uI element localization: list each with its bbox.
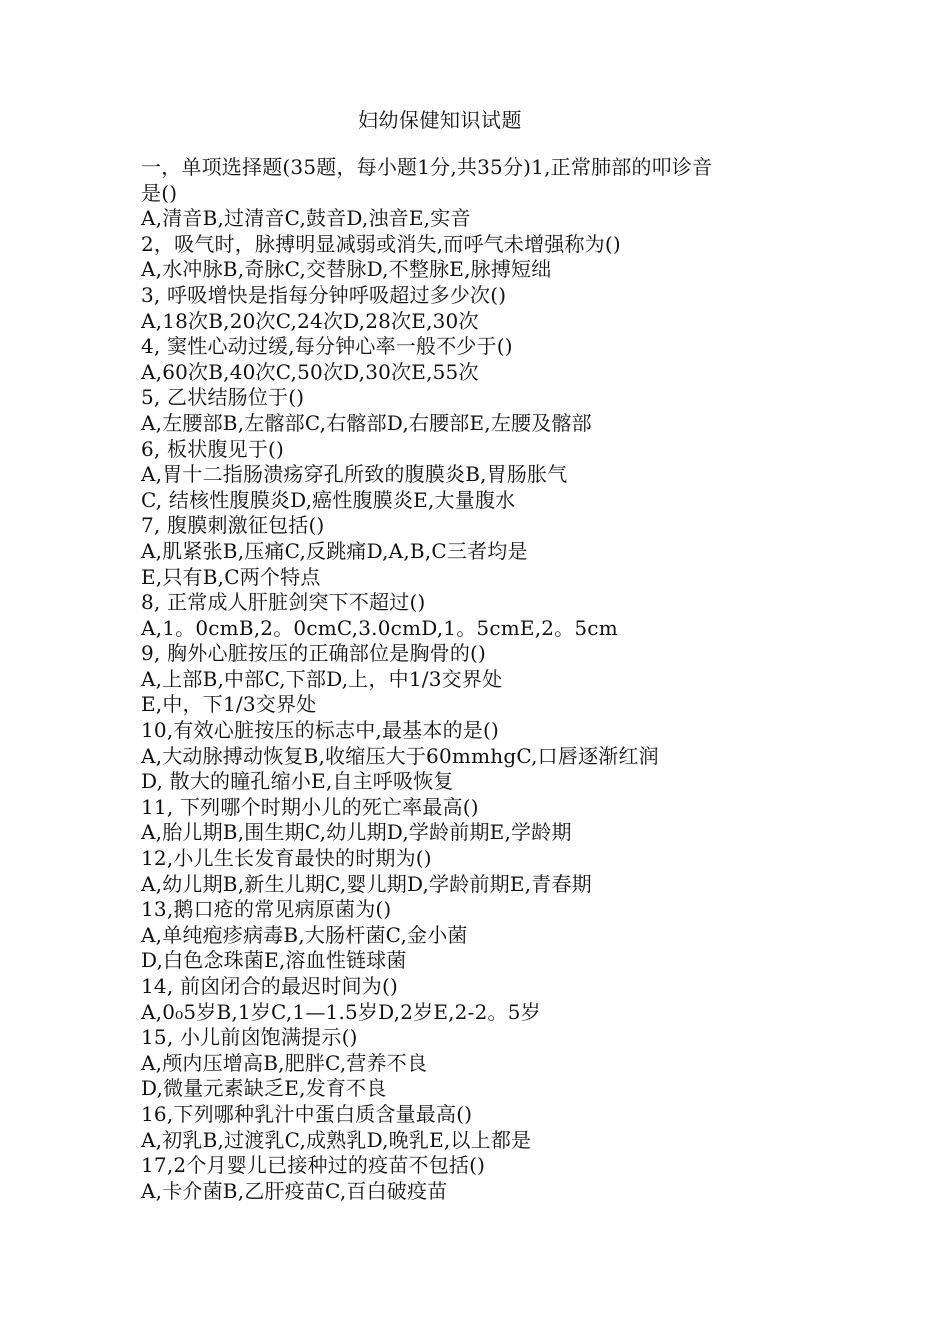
text-line: 9, 胸外心脏按压的正确部位是胸骨的() [141, 641, 487, 666]
text-line: D,白色念珠菌E,溶血性链球菌 [141, 948, 407, 973]
text-line: A,幼儿期B,新生儿期C,婴儿期D,学龄前期E,青春期 [141, 871, 592, 896]
text-line: E,中，下1/3交界处 [141, 692, 317, 717]
text-line: D,微量元素缺乏E,发育不良 [141, 1076, 387, 1101]
text-line: A,肌紧张B,压痛C,反跳痛D,A,B,C三者均是 [141, 538, 528, 563]
question-list [141, 155, 831, 1204]
text-line: 一，单项选择题(35题，每小题1分,共35分)1,正常肺部的叩诊音 [141, 155, 713, 179]
text-line: A,1。0cmB,2。0cmC,3.0cmD,1。5cmE,2。5cm [141, 615, 618, 640]
text-line: 16,下列哪种乳汁中蛋白质含量最高() [141, 1101, 473, 1126]
text-line: 13,鹅口疮的常见病原菌为() [141, 897, 392, 922]
text-line: A,大动脉搏动恢复B,收缩压大于60mmhgC,口唇逐渐红润 [141, 743, 659, 768]
text-line: 7, 腹膜刺激征包括() [141, 513, 325, 538]
text-line: E,只有B,C两个特点 [141, 564, 321, 589]
text-line: A,18次B,20次C,24次D,28次E,30次 [141, 308, 479, 333]
text-line: 12,小儿生长发育最快的时期为() [141, 846, 432, 871]
text-line: A,胃十二指肠溃疡穿孔所致的腹膜炎B,胃肠胀气 [141, 462, 568, 487]
text-line: 15, 小儿前囟饱满提示() [141, 1025, 358, 1050]
text-line: 5, 乙状结肠位于() [141, 385, 305, 410]
text-line: 是() [141, 180, 178, 205]
text-line: 17,2个月婴儿已接种过的疫苗不包括() [141, 1153, 486, 1178]
text-line: 8, 正常成人肝脏剑突下不超过() [141, 590, 426, 615]
text-line: A,单纯疱疹病毒B,大肠杆菌C,金小菌 [141, 922, 468, 947]
text-line: A,水冲脉B,奇脉C,交替脉D,不整脉E,脉搏短绌 [141, 257, 552, 282]
text-line: A,0₀5岁B,1岁C,1—1.5岁D,2岁E,2-2。5岁 [141, 999, 541, 1024]
text-line: 4, 窦性心动过缓,每分钟心率一般不少于() [141, 334, 513, 359]
text-line: A,左腰部B,左髂部C,右髂部D,右腰部E,左腰及髂部 [141, 410, 592, 435]
text-line: 3, 呼吸增快是指每分钟呼吸超过多少次() [141, 282, 507, 307]
text-line: 6, 板状腹见于() [141, 436, 285, 461]
text-line: A,60次B,40次C,50次D,30次E,55次 [141, 359, 479, 384]
text-line: 10,有效心脏按压的标志中,最基本的是() [141, 718, 499, 743]
text-line: 2，吸气时，脉搏明显减弱或消失,而呼气未增强称为() [141, 231, 621, 256]
text-line: D, 散大的瞳孔缩小E,自主呼吸恢复 [141, 769, 454, 794]
text-line: A,颅内压增高B,肥胖C,营养不良 [141, 1050, 428, 1075]
text-line: A,胎儿期B,围生期C,幼儿期D,学龄前期E,学龄期 [141, 820, 572, 845]
text-line: A,上部B,中部C,下部D,上，中1/3交界处 [141, 666, 503, 691]
text-line: A,清音B,过清音C,鼓音D,浊音E,实音 [141, 206, 471, 231]
text-line: A,初乳B,过渡乳C,成熟乳D,晚乳E,以上都是 [141, 1127, 532, 1152]
text-line: 14, 前囟闭合的最迟时间为() [141, 974, 398, 998]
text-line: C, 结核性腹膜炎D,癌性腹膜炎E,大量腹水 [141, 487, 516, 512]
text-line: A,卡介菌B,乙肝疫苗C,百白破疫苗 [141, 1178, 448, 1203]
document-title: 妇幼保健知识试题 [358, 108, 522, 132]
text-line: 11, 下列哪个时期小儿的死亡率最高() [141, 794, 479, 819]
